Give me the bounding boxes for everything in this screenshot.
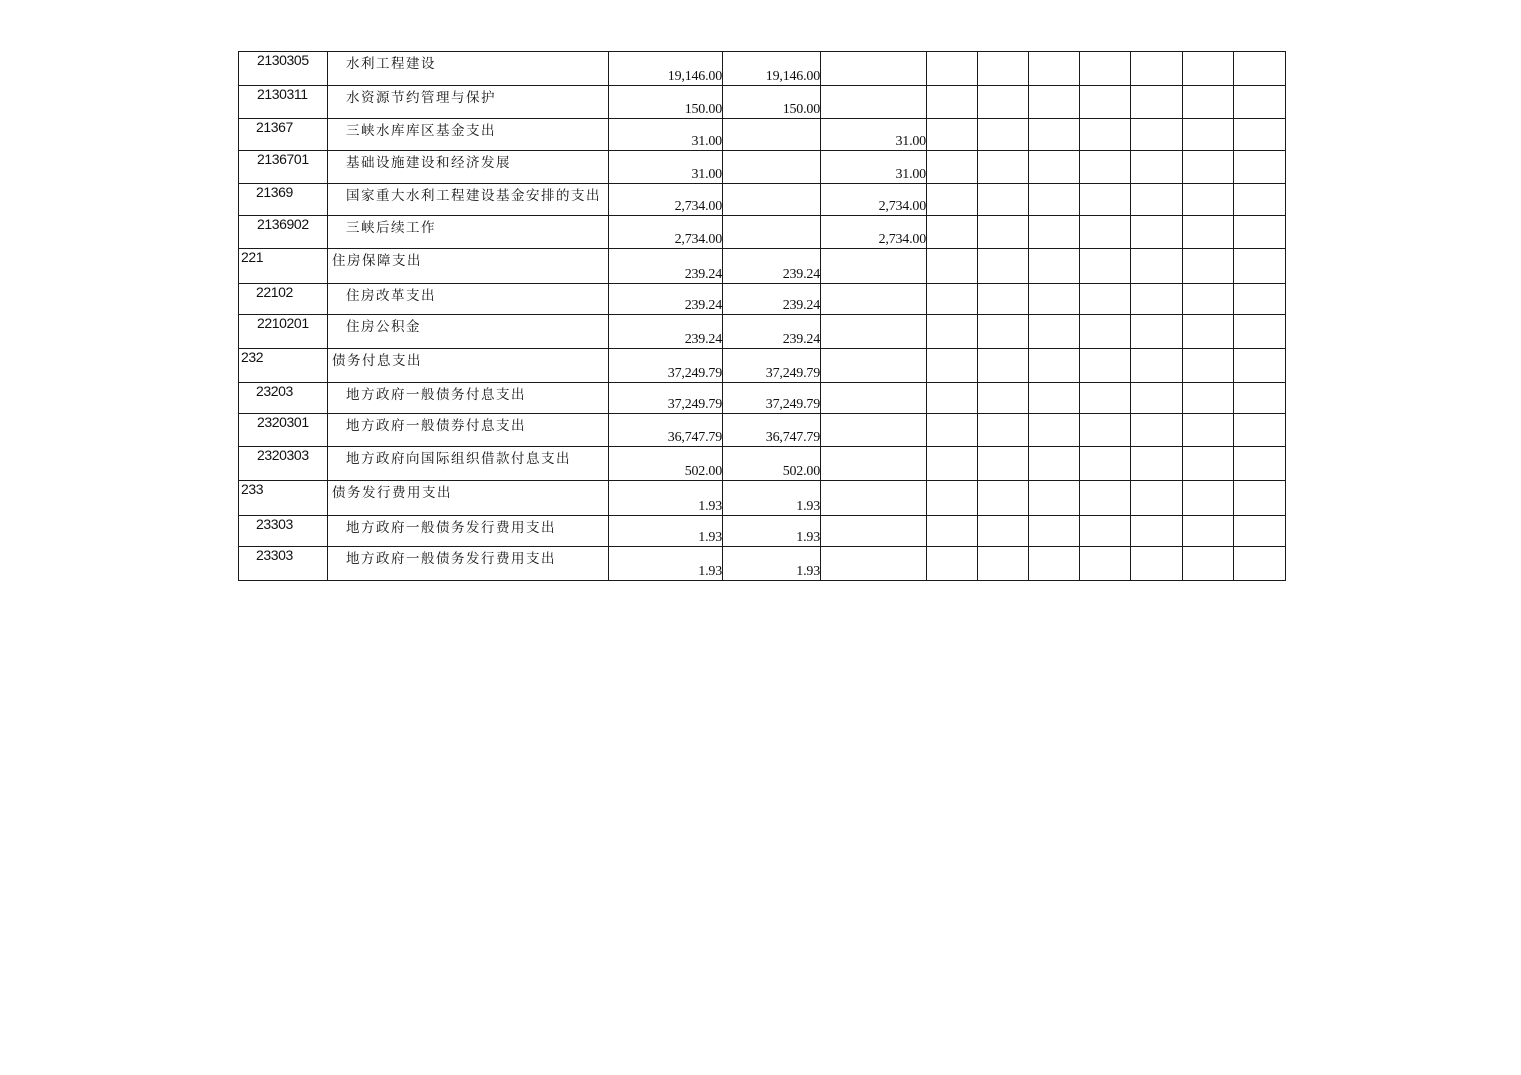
empty-cell — [1131, 516, 1183, 547]
empty-cell — [927, 249, 978, 284]
table-row — [239, 383, 1286, 414]
empty-cell — [1183, 151, 1234, 184]
empty-cell — [1080, 216, 1131, 249]
empty-cell — [927, 349, 978, 383]
subject-name-cell: 住房公积金 — [328, 315, 609, 349]
empty-cell — [1029, 349, 1080, 383]
empty-cell — [1029, 516, 1080, 547]
amount-cell-col3 — [821, 547, 927, 581]
empty-cell — [927, 151, 978, 184]
empty-cell — [1131, 151, 1183, 184]
subject-code-cell: 233 — [239, 481, 328, 516]
table-row — [239, 184, 1286, 216]
amount-cell-total: 150.00 — [609, 86, 723, 119]
empty-cell — [1131, 86, 1183, 119]
empty-cell — [1131, 349, 1183, 383]
amount-cell-col2 — [723, 216, 821, 249]
empty-cell — [1183, 284, 1234, 315]
subject-name-cell: 三峡后续工作 — [328, 216, 609, 249]
table-row — [239, 481, 1286, 516]
empty-cell — [1131, 284, 1183, 315]
empty-cell — [1183, 349, 1234, 383]
empty-cell — [1183, 249, 1234, 284]
subject-code-cell: 2130311 — [239, 86, 328, 119]
amount-cell-col2: 239.24 — [723, 284, 821, 315]
amount-cell-total: 2,734.00 — [609, 184, 723, 216]
empty-cell — [1183, 481, 1234, 516]
table-row — [239, 86, 1286, 119]
subject-name-cell: 三峡水库库区基金支出 — [328, 119, 609, 151]
empty-cell — [1080, 447, 1131, 481]
empty-cell — [1131, 216, 1183, 249]
empty-cell — [1234, 447, 1286, 481]
empty-cell — [1234, 383, 1286, 414]
empty-cell — [1080, 516, 1131, 547]
empty-cell — [1080, 481, 1131, 516]
amount-cell-col3 — [821, 86, 927, 119]
empty-cell — [1029, 86, 1080, 119]
subject-code-cell: 2136902 — [239, 216, 328, 249]
table-row — [239, 284, 1286, 315]
subject-code-cell: 2136701 — [239, 151, 328, 184]
empty-cell — [1183, 547, 1234, 581]
table-row — [239, 249, 1286, 284]
subject-code-cell: 21369 — [239, 184, 328, 216]
amount-cell-col3 — [821, 315, 927, 349]
amount-cell-col3: 2,734.00 — [821, 216, 927, 249]
empty-cell — [1080, 52, 1131, 86]
amount-cell-col2: 502.00 — [723, 447, 821, 481]
subject-name-cell: 债务发行费用支出 — [328, 481, 609, 516]
table-row — [239, 547, 1286, 581]
empty-cell — [1029, 547, 1080, 581]
empty-cell — [978, 86, 1029, 119]
empty-cell — [927, 119, 978, 151]
empty-cell — [1183, 516, 1234, 547]
amount-cell-col3 — [821, 52, 927, 86]
empty-cell — [1080, 349, 1131, 383]
amount-cell-col3 — [821, 349, 927, 383]
subject-code-cell: 23303 — [239, 547, 328, 581]
empty-cell — [927, 481, 978, 516]
empty-cell — [1234, 414, 1286, 447]
subject-code-cell: 2320301 — [239, 414, 328, 447]
table-row — [239, 119, 1286, 151]
empty-cell — [1131, 383, 1183, 414]
empty-cell — [1131, 249, 1183, 284]
amount-cell-total: 37,249.79 — [609, 383, 723, 414]
amount-cell-col2 — [723, 151, 821, 184]
empty-cell — [927, 414, 978, 447]
empty-cell — [1234, 547, 1286, 581]
empty-cell — [1029, 151, 1080, 184]
amount-cell-col2: 37,249.79 — [723, 349, 821, 383]
empty-cell — [1080, 315, 1131, 349]
amount-cell-total: 1.93 — [609, 516, 723, 547]
empty-cell — [1080, 547, 1131, 581]
table-row — [239, 216, 1286, 249]
amount-cell-total: 239.24 — [609, 284, 723, 315]
subject-code-cell: 23303 — [239, 516, 328, 547]
table-row — [239, 447, 1286, 481]
empty-cell — [1080, 151, 1131, 184]
subject-name-cell: 国家重大水利工程建设基金安排的支出 — [328, 184, 609, 216]
amount-cell-total: 31.00 — [609, 151, 723, 184]
empty-cell — [1234, 516, 1286, 547]
empty-cell — [978, 284, 1029, 315]
empty-cell — [978, 249, 1029, 284]
empty-cell — [927, 447, 978, 481]
empty-cell — [1080, 383, 1131, 414]
empty-cell — [1183, 414, 1234, 447]
subject-code-cell: 22102 — [239, 284, 328, 315]
empty-cell — [1080, 119, 1131, 151]
empty-cell — [1183, 315, 1234, 349]
empty-cell — [1183, 216, 1234, 249]
amount-cell-total: 36,747.79 — [609, 414, 723, 447]
empty-cell — [978, 383, 1029, 414]
subject-name-cell: 基础设施建设和经济发展 — [328, 151, 609, 184]
empty-cell — [1080, 249, 1131, 284]
subject-name-cell: 水资源节约管理与保护 — [328, 86, 609, 119]
amount-cell-col2: 19,146.00 — [723, 52, 821, 86]
amount-cell-col3 — [821, 481, 927, 516]
amount-cell-col2: 37,249.79 — [723, 383, 821, 414]
table-body — [239, 52, 1286, 581]
amount-cell-col3: 2,734.00 — [821, 184, 927, 216]
empty-cell — [927, 86, 978, 119]
empty-cell — [1183, 447, 1234, 481]
empty-cell — [1029, 184, 1080, 216]
amount-cell-col3 — [821, 249, 927, 284]
subject-code-cell: 21367 — [239, 119, 328, 151]
amount-cell-total: 31.00 — [609, 119, 723, 151]
table-row — [239, 315, 1286, 349]
amount-cell-col2: 150.00 — [723, 86, 821, 119]
amount-cell-col3: 31.00 — [821, 119, 927, 151]
empty-cell — [1234, 216, 1286, 249]
amount-cell-col2: 1.93 — [723, 516, 821, 547]
amount-cell-col3 — [821, 516, 927, 547]
empty-cell — [1131, 52, 1183, 86]
amount-cell-total: 1.93 — [609, 547, 723, 581]
empty-cell — [1029, 216, 1080, 249]
empty-cell — [1131, 547, 1183, 581]
empty-cell — [978, 151, 1029, 184]
empty-cell — [1234, 184, 1286, 216]
empty-cell — [1234, 86, 1286, 119]
empty-cell — [978, 481, 1029, 516]
table-row — [239, 349, 1286, 383]
amount-cell-col3 — [821, 447, 927, 481]
amount-cell-col2 — [723, 184, 821, 216]
table-row — [239, 52, 1286, 86]
empty-cell — [1080, 86, 1131, 119]
empty-cell — [1131, 119, 1183, 151]
empty-cell — [927, 516, 978, 547]
empty-cell — [1029, 447, 1080, 481]
amount-cell-col2: 1.93 — [723, 481, 821, 516]
amount-cell-total: 2,734.00 — [609, 216, 723, 249]
empty-cell — [1131, 414, 1183, 447]
amount-cell-col2: 239.24 — [723, 249, 821, 284]
amount-cell-total: 37,249.79 — [609, 349, 723, 383]
empty-cell — [978, 547, 1029, 581]
empty-cell — [927, 216, 978, 249]
empty-cell — [1029, 414, 1080, 447]
empty-cell — [1234, 151, 1286, 184]
empty-cell — [978, 52, 1029, 86]
empty-cell — [1029, 249, 1080, 284]
amount-cell-col3 — [821, 383, 927, 414]
empty-cell — [1029, 52, 1080, 86]
subject-code-cell: 221 — [239, 249, 328, 284]
empty-cell — [1131, 481, 1183, 516]
amount-cell-col3: 31.00 — [821, 151, 927, 184]
subject-code-cell: 23203 — [239, 383, 328, 414]
empty-cell — [978, 516, 1029, 547]
empty-cell — [927, 383, 978, 414]
empty-cell — [1131, 184, 1183, 216]
subject-name-cell: 地方政府一般债券付息支出 — [328, 414, 609, 447]
amount-cell-col2: 1.93 — [723, 547, 821, 581]
empty-cell — [1080, 184, 1131, 216]
amount-cell-col2: 36,747.79 — [723, 414, 821, 447]
empty-cell — [927, 184, 978, 216]
empty-cell — [978, 349, 1029, 383]
empty-cell — [1234, 284, 1286, 315]
table-row — [239, 151, 1286, 184]
empty-cell — [1029, 284, 1080, 315]
empty-cell — [978, 184, 1029, 216]
table-row — [239, 516, 1286, 547]
subject-code-cell: 2130305 — [239, 52, 328, 86]
empty-cell — [1183, 184, 1234, 216]
empty-cell — [1234, 481, 1286, 516]
amount-cell-col3 — [821, 284, 927, 315]
subject-name-cell: 地方政府向国际组织借款付息支出 — [328, 447, 609, 481]
empty-cell — [1029, 315, 1080, 349]
subject-name-cell: 地方政府一般债务发行费用支出 — [328, 516, 609, 547]
subject-name-cell: 地方政府一般债务发行费用支出 — [328, 547, 609, 581]
empty-cell — [1183, 119, 1234, 151]
subject-code-cell: 2320303 — [239, 447, 328, 481]
empty-cell — [1080, 414, 1131, 447]
empty-cell — [1131, 315, 1183, 349]
amount-cell-total: 502.00 — [609, 447, 723, 481]
empty-cell — [1131, 447, 1183, 481]
amount-cell-total: 19,146.00 — [609, 52, 723, 86]
empty-cell — [978, 119, 1029, 151]
subject-code-cell: 2210201 — [239, 315, 328, 349]
subject-name-cell: 住房保障支出 — [328, 249, 609, 284]
empty-cell — [1234, 315, 1286, 349]
table-row — [239, 414, 1286, 447]
amount-cell-total: 1.93 — [609, 481, 723, 516]
subject-name-cell: 地方政府一般债务付息支出 — [328, 383, 609, 414]
empty-cell — [1234, 119, 1286, 151]
empty-cell — [978, 414, 1029, 447]
empty-cell — [1029, 383, 1080, 414]
empty-cell — [927, 52, 978, 86]
empty-cell — [978, 447, 1029, 481]
empty-cell — [1183, 86, 1234, 119]
empty-cell — [927, 284, 978, 315]
empty-cell — [1183, 383, 1234, 414]
subject-name-cell: 住房改革支出 — [328, 284, 609, 315]
empty-cell — [978, 315, 1029, 349]
subject-code-cell: 232 — [239, 349, 328, 383]
empty-cell — [1029, 481, 1080, 516]
subject-name-cell: 水利工程建设 — [328, 52, 609, 86]
empty-cell — [1234, 349, 1286, 383]
amount-cell-total: 239.24 — [609, 315, 723, 349]
subject-name-cell: 债务付息支出 — [328, 349, 609, 383]
empty-cell — [1234, 52, 1286, 86]
amount-cell-total: 239.24 — [609, 249, 723, 284]
empty-cell — [1234, 249, 1286, 284]
empty-cell — [978, 216, 1029, 249]
amount-cell-col2: 239.24 — [723, 315, 821, 349]
empty-cell — [1029, 119, 1080, 151]
amount-cell-col2 — [723, 119, 821, 151]
empty-cell — [1183, 52, 1234, 86]
empty-cell — [927, 315, 978, 349]
budget-expenditure-table — [238, 51, 1286, 581]
empty-cell — [927, 547, 978, 581]
amount-cell-col3 — [821, 414, 927, 447]
empty-cell — [1080, 284, 1131, 315]
